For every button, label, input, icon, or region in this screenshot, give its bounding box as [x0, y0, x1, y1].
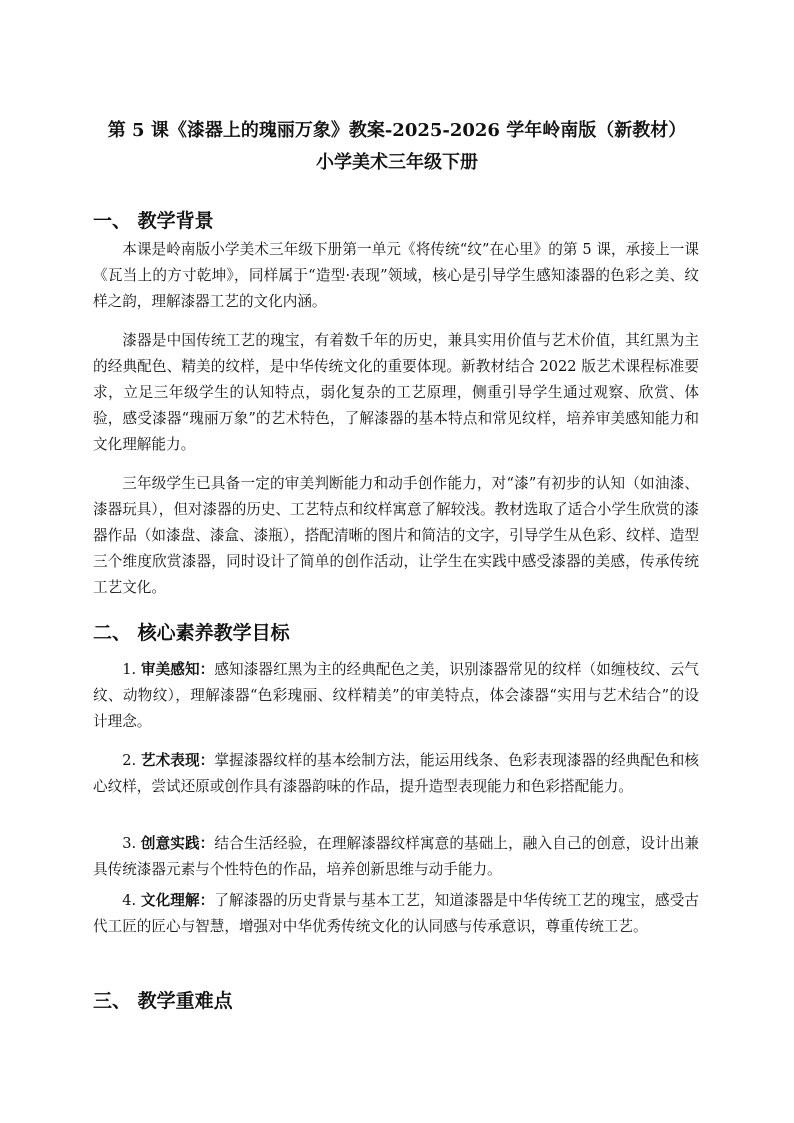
document-title-line1: 第 5 课《漆器上的瑰丽万象》教案-2025-2026 学年岭南版（新教材） — [107, 120, 687, 141]
background-paragraph-2: 漆器是中国传统工艺的瑰宝，有着数千年的历史，兼具实用价值与艺术价值，其红黑为主的经典配色、精美的纹样，是中华传统文化的重要体现。新教材结合 2022 版艺术课程标准要求，立足三年级学生的认知特点，弱化复杂的工艺原理，侧重引导学生通过观察、欣赏、体验，感受漆器“瑰丽万象”的艺术特色，了解漆器的基本特点和常见纹样，培养审美感知能力和文化理解能力。 — [93, 332, 699, 453]
document-title-line2: 小学美术三年级下册 — [316, 152, 478, 173]
goal-item-label: 创意实践： — [140, 835, 215, 852]
section-heading-goals: 二、 核心素养教学目标 — [93, 622, 290, 644]
goal-item-text: 掌握漆器纹样的基本绘制方法，能运用线条、色彩表现漆器的经典配色和核心纹样，尝试还原或创作具有漆器韵味的作品，提升造型表现能力和色彩搭配能力。 — [93, 752, 699, 795]
section-heading-background: 一、 教学背景 — [93, 210, 214, 232]
section-heading-key-points: 三、 教学重难点 — [93, 990, 233, 1012]
goal-item-label: 文化理解： — [140, 892, 215, 909]
goal-item-number: 1. — [122, 661, 137, 678]
goal-item-aesthetic-perception — [93, 657, 699, 735]
background-paragraph-1: 本课是岭南版小学美术三年级下册第一单元《将传统“纹”在心里》的第 5 课，承接上一课《瓦当上的方寸乾坤》，同样属于“造型·表现”领域，核心是引导学生感知漆器的色彩之美、纹样之韵，理解漆器工艺的文化内涵。 — [93, 241, 699, 310]
goal-item-creative-practice — [93, 831, 699, 883]
goal-item-cultural-understanding — [93, 888, 699, 940]
goal-item-number: 2. — [122, 752, 137, 769]
background-paragraph-3: 三年级学生已具备一定的审美判断能力和动手创作能力，对“漆”有初步的认知（如油漆、漆器玩具），但对漆器的历史、工艺特点和纹样寓意了解较浅。教材选取了适合小学生欣赏的漆器作品（如漆盘、漆盒、漆瓶），搭配清晰的图片和简洁的文字，引导学生从色彩、纹样、造型三个维度欣赏漆器，同时设计了简单的创作活动，让学生在实践中感受漆器的美感，传承传统工艺文化。 — [93, 475, 699, 596]
goal-item-number: 4. — [122, 892, 137, 909]
goal-item-number: 3. — [122, 835, 137, 852]
goal-item-label: 艺术表现： — [140, 752, 215, 769]
goal-item-artistic-expression — [93, 748, 699, 800]
goal-item-text: 结合生活经验，在理解漆器纹样寓意的基础上，融入自己的创意，设计出兼具传统漆器元素与个性特色的作品，培养创新思维与动手能力。 — [93, 835, 699, 878]
goal-item-label: 审美感知： — [140, 661, 215, 678]
goal-item-text: 了解漆器的历史背景与基本工艺，知道漆器是中华传统工艺的瑰宝，感受古代工匠的匠心与智慧，增强对中华优秀传统文化的认同感与传承意识，尊重传统工艺。 — [93, 892, 699, 935]
goal-item-text: 感知漆器红黑为主的经典配色之美，识别漆器常见的纹样（如缠枝纹、云气纹、动物纹），理解漆器“色彩瑰丽、纹样精美”的审美特点，体会漆器“实用与艺术结合”的设计理念。 — [93, 661, 699, 730]
